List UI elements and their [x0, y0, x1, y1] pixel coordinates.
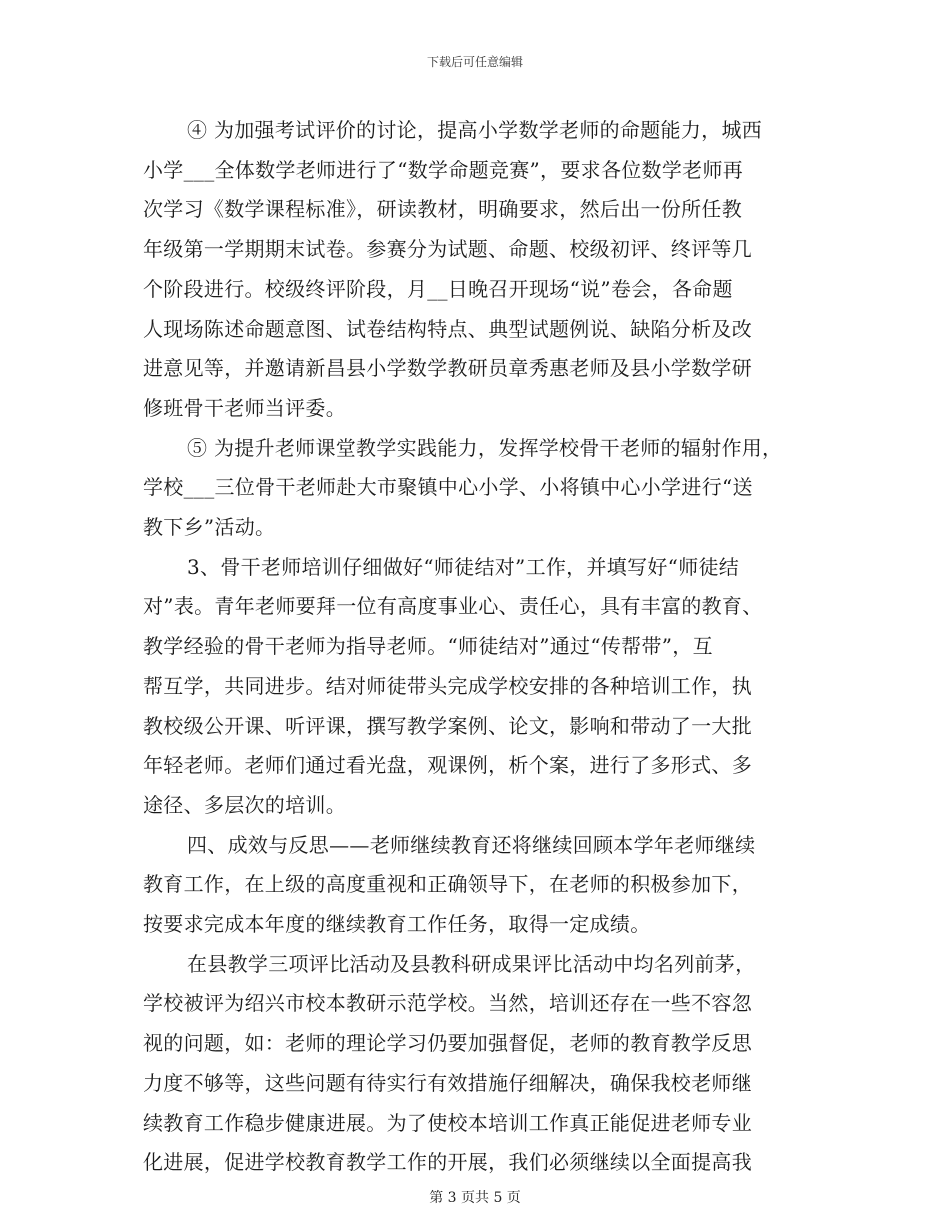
text-line: 化进展，促进学校教育教学工作的开展，我们必须继续以全面提高我	[143, 1150, 752, 1175]
text-line: 小学___全体数学老师进行了“数学命题竞赛”，要求各位数学老师再	[143, 157, 744, 182]
text-line: 人现场陈述命题意图、试卷结构特点、典型试题例说、缺陷分析及改	[143, 316, 752, 341]
text-line: 教下乡”活动。	[143, 515, 276, 539]
text-line: 教育工作，在上级的高度重视和正确领导下，在老师的积极参加下，	[143, 872, 752, 897]
text-line: 续教育工作稳步健康进展。为了使校本培训工作真正能促进老师专业	[143, 1110, 752, 1135]
text-line: 年轻老师。老师们通过看光盘，观课例，析个案，进行了多形式、多	[143, 753, 752, 778]
page-header: 下载后可任意编辑	[426, 55, 523, 69]
text-line: 教校级公开课、听评课，撰写教学案例、论文，影响和带动了一大批	[143, 713, 752, 738]
text-line: 帮互学，共同进步。结对师徒带头完成学校安排的各种培训工作，执	[143, 673, 752, 698]
text-line: 学校___三位骨干老师赴大市聚镇中心小学、小将镇中心小学进行“送	[143, 475, 753, 500]
text-line: 途径、多层次的培训。	[143, 792, 346, 817]
text-line: 在县教学三项评比活动及县教科研成果评比活动中均名列前茅，	[187, 951, 756, 976]
page-footer: 第 3 页共 5 页	[429, 1190, 521, 1206]
text-line: 教学经验的骨干老师为指导老师。“师徒结对”通过“传帮带”，互	[143, 634, 713, 659]
text-line: 视的问题，如：老师的理论学习仍要加强督促，老师的教育教学反思	[143, 1031, 752, 1056]
text-line: 四、成效与反思——老师继续教育还将继续回顾本学年老师继续	[187, 832, 756, 857]
text-line: 3、骨干老师培训仔细做好“师徒结对”工作，并填写好“师徒结	[187, 554, 740, 579]
text-line: 进意见等，并邀请新昌县小学数学教研员章秀惠老师及县小学数学研	[143, 356, 752, 381]
text-line: 学校被评为绍兴市校本教研示范学校。当然，培训还存在一些不容忽	[143, 991, 752, 1016]
text-line: ⑤ 为提升老师课堂教学实践能力，发挥学校骨干老师的辐射作用，	[187, 435, 783, 460]
text-line: 个阶段进行。校级终评阶段，月__日晚召开现场“说”卷会，各命题	[143, 276, 733, 301]
text-line: 按要求完成本年度的继续教育工作任务，取得一定成绩。	[143, 912, 651, 936]
text-line: 年级第一学期期末试卷。参赛分为试题、命题、校级初评、终评等几	[143, 237, 752, 262]
text-line: 次学习《数学课程标准》，研读教材，明确要求，然后出一份所任教	[143, 197, 742, 222]
text-line: ④ 为加强考试评价的讨论，提高小学数学老师的命题能力，城西	[187, 118, 763, 142]
text-line: 修班骨干老师当评委。	[143, 395, 346, 420]
text-line: 力度不够等，这些问题有待实行有效措施仔细解决，确保我校老师继	[143, 1070, 752, 1095]
text-line: 对”表。青年老师要拜一位有高度事业心、责任心，具有丰富的教育、	[143, 594, 763, 619]
